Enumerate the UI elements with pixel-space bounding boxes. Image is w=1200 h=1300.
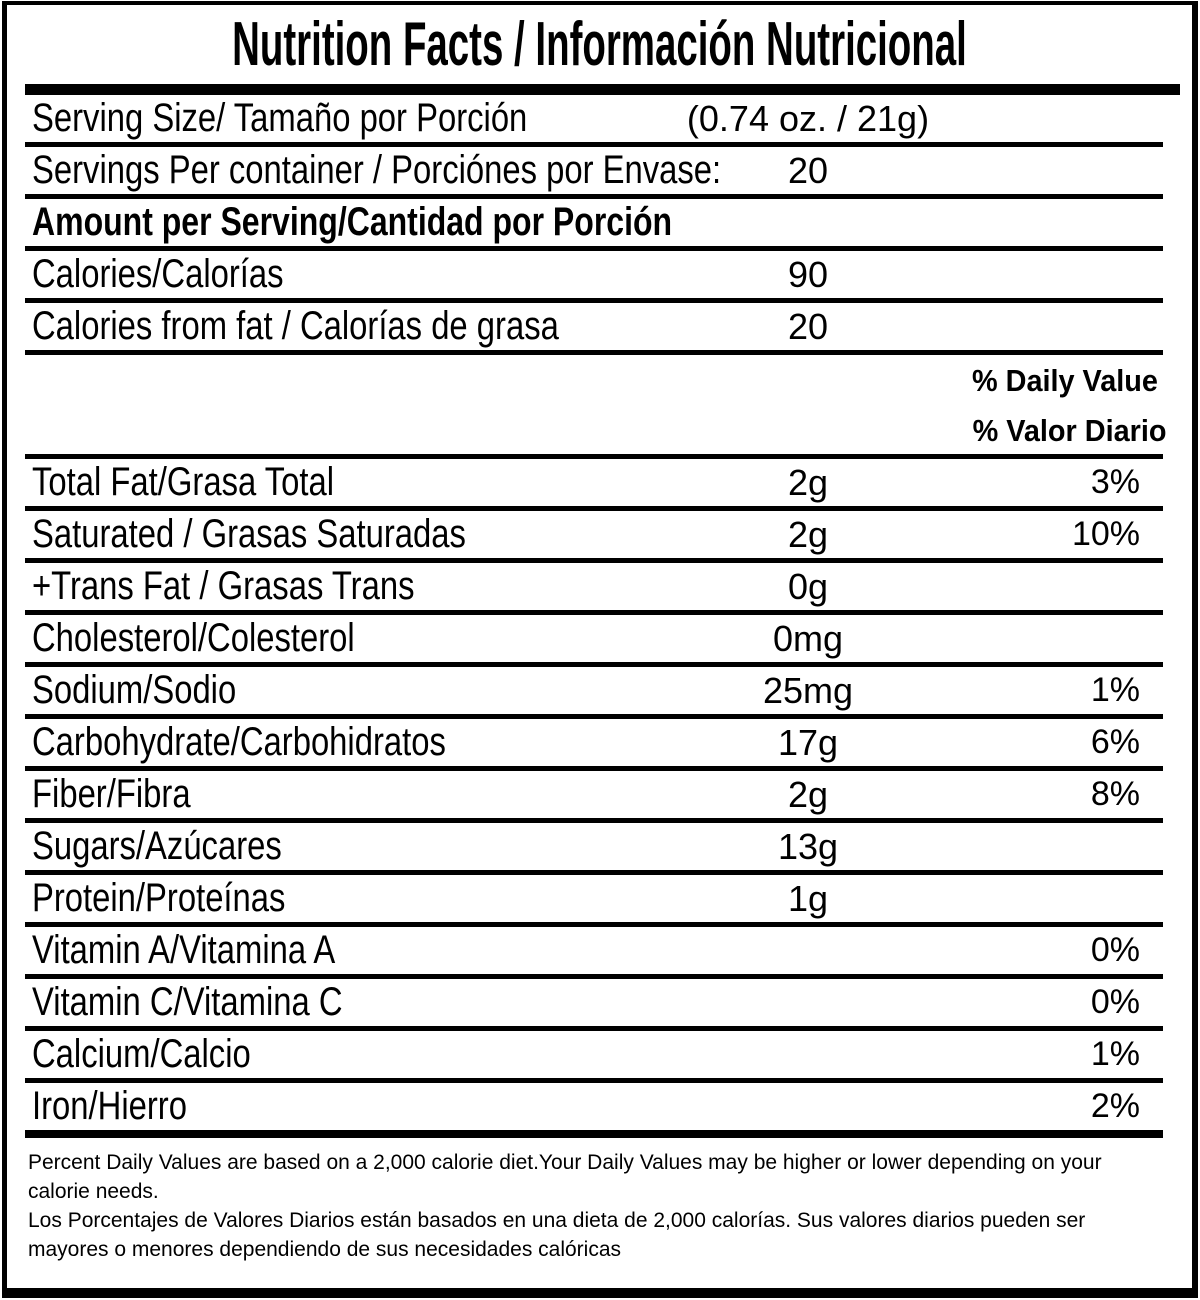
iron-label: Iron/Hierro: [32, 1084, 187, 1128]
iron-percent: 2%: [1090, 1087, 1140, 1125]
sugars-amount: 13g: [777, 825, 839, 867]
carbohydrate-amount: 17g: [777, 721, 839, 763]
saturated-fat-percent: 10%: [1071, 515, 1140, 553]
label-header: [7, 5, 1192, 84]
sodium-cell: [25, 668, 658, 713]
vitamin-a-label: Vitamin A/Vitamina A: [32, 928, 336, 972]
calories-row: [25, 251, 1163, 303]
protein-cell: [25, 876, 658, 921]
cholesterol-label: Cholesterol/Colesterol: [32, 616, 355, 660]
nutrient-row-protein: [25, 875, 1163, 927]
vitamin-a-cell: [25, 928, 658, 973]
calories-from-fat-value: 20: [787, 305, 829, 347]
fiber-percent: 8%: [1090, 775, 1140, 813]
footnote-line-en-1: Percent Daily Values are based on a 2,000 calorie diet.Your Daily Values may be higher or lower depending on your: [28, 1151, 1102, 1174]
carbohydrate-percent: 6%: [1090, 723, 1140, 761]
trans-fat-label: +Trans Fat / Grasas Trans: [32, 564, 415, 608]
nutrition-facts-label: [2, 1, 1198, 1298]
amount-per-serving-row: [25, 199, 1163, 251]
trans-fat-amount: 0g: [787, 565, 829, 607]
nutrient-row-total-fat: [25, 459, 1163, 511]
serving-size-label: Serving Size/ Tamaño por Porción: [32, 96, 528, 140]
vitamin-c-percent: 0%: [1090, 983, 1140, 1021]
nutrient-row-trans-fat: [25, 563, 1163, 615]
title-divider-bar: [25, 84, 1180, 95]
fiber-amount: 2g: [787, 773, 829, 815]
nutrient-row-carbohydrate: [25, 719, 1163, 771]
servings-per-container-row: [25, 147, 1163, 199]
cholesterol-cell: [25, 616, 658, 661]
footnote-line-es-1: Los Porcentajes de Valores Diarios están basados en una dieta de 2,000 calorías. Sus valores diarios pueden ser: [28, 1209, 1086, 1232]
calcium-cell: [25, 1032, 658, 1077]
amount-per-serving-cell: [25, 200, 1163, 245]
servings-per-container-value: 20: [787, 149, 829, 191]
daily-value-header-es-cell: [958, 412, 1167, 449]
cholesterol-amount: 0mg: [772, 617, 844, 659]
total-fat-cell: [25, 460, 658, 505]
calories-from-fat-cell: [25, 304, 658, 349]
vitamin-a-percent: 0%: [1090, 931, 1140, 969]
calories-value: 90: [787, 253, 829, 295]
serving-size-cell: [25, 96, 658, 141]
saturated-fat-label: Saturated / Grasas Saturadas: [32, 512, 466, 556]
nutrient-row-saturated-fat: [25, 511, 1163, 563]
sugars-label: Sugars/Azúcares: [32, 824, 282, 868]
nutrient-row-iron: [25, 1083, 1163, 1138]
nutrition-table: [25, 95, 1167, 1138]
carbohydrate-cell: [25, 720, 658, 765]
daily-value-header-es-row: [25, 407, 1167, 459]
carbohydrate-label: Carbohydrate/Carbohidratos: [32, 720, 446, 764]
saturated-fat-cell: [25, 512, 658, 557]
fiber-label: Fiber/Fibra: [32, 772, 191, 816]
sodium-percent: 1%: [1090, 671, 1140, 709]
calories-from-fat-row: [25, 303, 1163, 355]
nutrient-row-vitamin-c: [25, 979, 1163, 1031]
calories-from-fat-label: Calories from fat / Calorías de grasa: [32, 304, 559, 348]
protein-amount: 1g: [787, 877, 829, 919]
daily-value-header-en: % Daily Value: [971, 363, 1158, 398]
sodium-label: Sodium/Sodio: [32, 668, 237, 712]
amount-per-serving-header: Amount per Serving/Cantidad por Porción: [32, 200, 673, 244]
footnote-line-en-2: calorie needs.: [28, 1180, 159, 1203]
servings-per-container-label: Servings Per container / Porciónes por Envase:: [32, 148, 722, 192]
daily-value-header-en-cell: [958, 363, 1163, 399]
daily-value-header-es: % Valor Diario: [972, 412, 1167, 448]
trans-fat-cell: [25, 564, 658, 609]
nutrient-row-fiber: [25, 771, 1163, 823]
footnote: [28, 1148, 1172, 1264]
footnote-line-es-2: mayores o menores dependiendo de sus necesidades calóricas: [28, 1238, 622, 1261]
calories-label: Calories/Calorías: [32, 252, 284, 296]
total-fat-label: Total Fat/Grasa Total: [32, 460, 335, 504]
nutrient-row-sodium: [25, 667, 1163, 719]
serving-size-row: [25, 95, 1163, 147]
protein-label: Protein/Proteínas: [32, 876, 286, 920]
fiber-cell: [25, 772, 658, 817]
nutrient-row-cholesterol: [25, 615, 1163, 667]
servings-per-container-cell: [25, 148, 722, 193]
label-title: Nutrition Facts / Información Nutricional: [232, 10, 967, 79]
nutrient-row-sugars: [25, 823, 1163, 875]
nutrient-row-vitamin-a: [25, 927, 1163, 979]
saturated-fat-amount: 2g: [787, 513, 829, 555]
total-fat-percent: 3%: [1090, 463, 1140, 501]
sodium-amount: 25mg: [762, 669, 854, 711]
total-fat-amount: 2g: [787, 461, 829, 503]
nutrient-row-calcium: [25, 1031, 1163, 1083]
calcium-label: Calcium/Calcio: [32, 1032, 251, 1076]
calcium-percent: 1%: [1090, 1035, 1140, 1073]
calories-cell: [25, 252, 658, 297]
iron-cell: [25, 1084, 658, 1129]
daily-value-header-en-row: [25, 355, 1163, 407]
sugars-cell: [25, 824, 658, 869]
vitamin-c-cell: [25, 980, 658, 1025]
serving-size-value: (0.74 oz. / 21g): [686, 97, 930, 139]
vitamin-c-label: Vitamin C/Vitamina C: [32, 980, 343, 1024]
